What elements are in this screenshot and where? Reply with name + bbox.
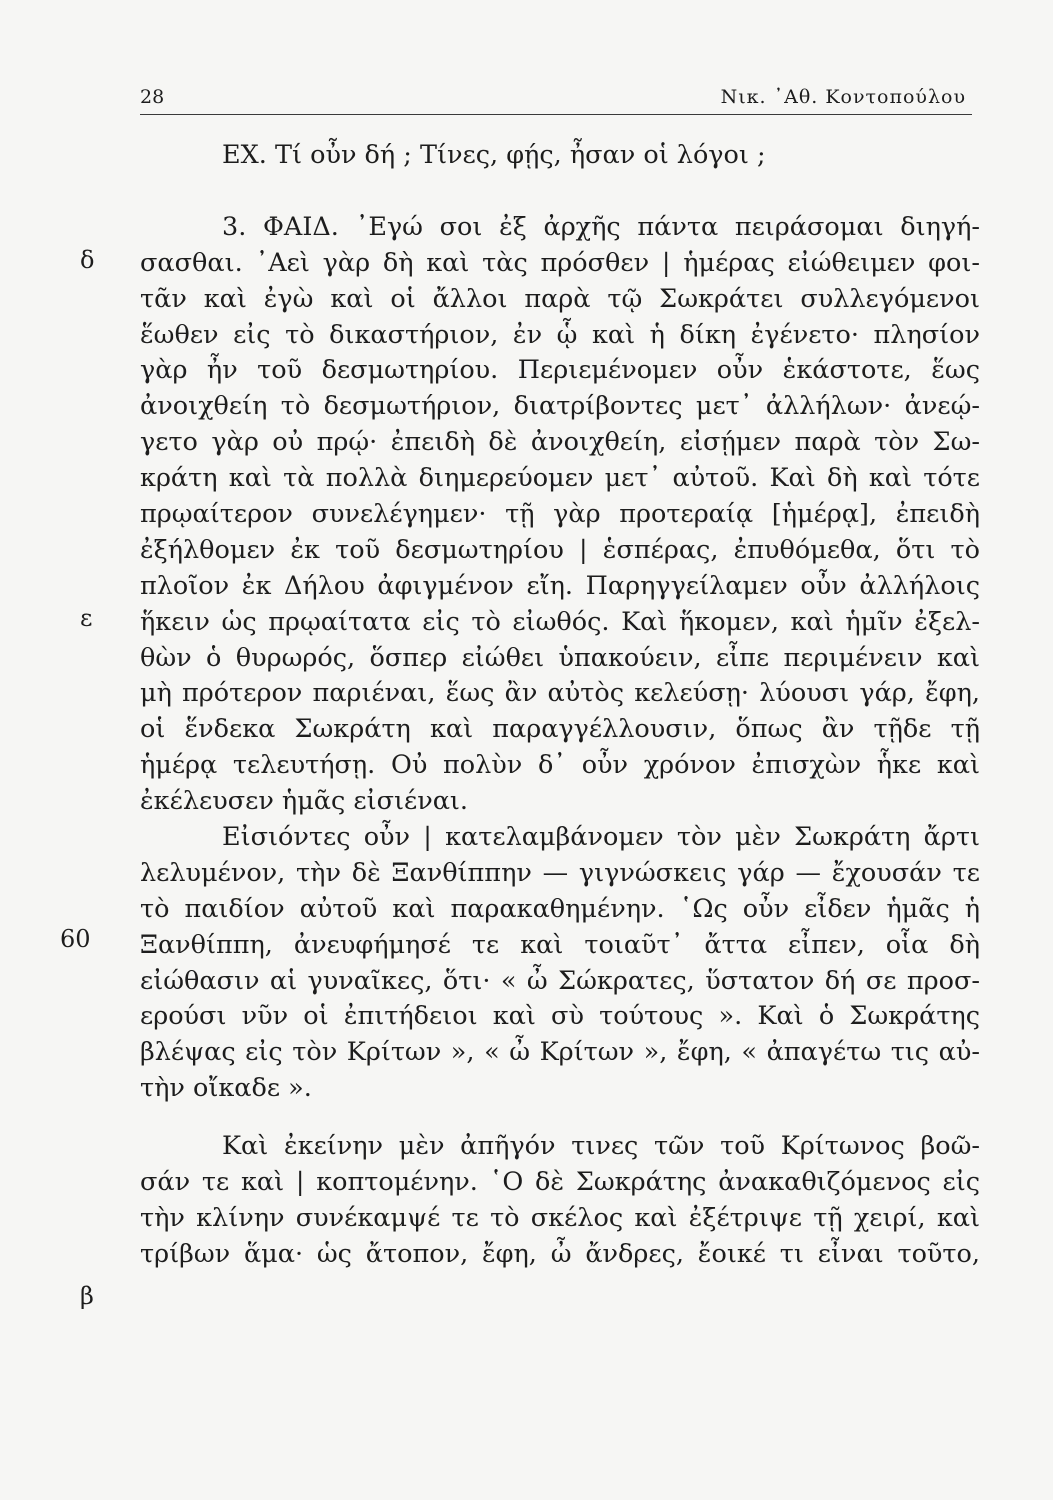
paragraph-ex	[140, 138, 980, 174]
text-line: εἰώθασιν αἱ γυναῖκες, ὅτι· « ὦ Σώκρατες, ὕστατον δή σε προσ-	[140, 965, 980, 996]
paragraph-phaid	[140, 210, 980, 820]
text-line: κράτη καὶ τὰ πολλὰ διημερεύομεν μετ᾽ αὐτοῦ. Καὶ δὴ καὶ τότε	[140, 463, 980, 494]
margin-mark-sixty: 60	[60, 925, 91, 953]
text-line: ἐξήλθομεν ἐκ τοῦ δεσμωτηρίου | ἑσπέρας, ἐπυθόμεθα, ὅτι τὸ	[140, 534, 980, 565]
text-line: ΕΧ. Τί οὖν δή ; Τίνες, φῄς, ἦσαν οἱ λόγοι ;	[222, 140, 766, 170]
text-line: μὴ πρότερον παριέναι, ἕως ἂν αὐτὸς κελεύσῃ· λύουσι γάρ, ἔφη,	[140, 678, 980, 709]
text-line: Εἰσιόντες οὖν | κατελαμβάνομεν τὸν μὲν Σωκράτη ἄρτι	[222, 822, 980, 853]
text-line: 3. ΦΑΙΔ. ᾽Εγώ σοι ἐξ ἀρχῆς πάντα πειράσομαι διηγή-	[222, 211, 980, 242]
text-line: τὸ παιδίον αὐτοῦ καὶ παρακαθημένην. ῾Ως οὖν εἶδεν ἡμᾶς ἡ	[140, 893, 980, 924]
running-header	[140, 84, 972, 115]
text-line: λελυμένον, τὴν δὲ Ξανθίππην — γιγνώσκεις γάρ — ἔχουσάν τε	[140, 857, 980, 888]
text-line: ἀνοιχθείη τὸ δεσμωτήριον, διατρίβοντες μετ᾽ ἀλλήλων· ἀνεῴ-	[140, 391, 980, 422]
text-line: θὼν ὁ θυρωρός, ὅσπερ εἰώθει ὑπακούειν, εἶπε περιμένειν καὶ	[140, 642, 980, 673]
text-line: τὴν κλίνην συνέκαμψέ τε τὸ σκέλος καὶ ἐξέτριψε τῇ χειρί, καὶ	[140, 1202, 980, 1233]
paragraph-eisiontes	[140, 820, 980, 1107]
text-line: βλέψας εἰς τὸν Κρίτων », « ὦ Κρίτων », ἔφη, « ἀπαγέτω τις αὐ-	[140, 1037, 980, 1068]
text-line: σασθαι. ᾽Αεὶ γὰρ δὴ καὶ τὰς πρόσθεν | ἡμέρας εἰώθειμεν φοι-	[140, 247, 980, 278]
text-line: σάν τε καὶ | κοπτομένην. ῾Ο δὲ Σωκράτης ἀνακαθιζόμενος εἰς	[140, 1167, 980, 1198]
text-line: τρίβων ἅμα· ὡς ἄτοπον, ἔφη, ὦ ἄνδρες, ἔοικέ τι εἶναι τοῦτο,	[140, 1238, 980, 1269]
text-line: ἐκέλευσεν ἡμᾶς εἰσιέναι.	[140, 786, 469, 817]
page-number: 28	[140, 86, 165, 108]
margin-mark-epsilon: ε	[80, 604, 93, 632]
text-line: Ξανθίππη, ἀνευφήμησέ τε καὶ τοιαῦτ᾽ ἄττα εἶπεν, οἷα δὴ	[140, 929, 980, 960]
text-line: γετο γὰρ οὐ πρῴ· ἐπειδὴ δὲ ἀνοιχθείη, εἰσῄμεν παρὰ τὸν Σω-	[140, 427, 980, 458]
margin-mark-beta: β	[80, 1282, 94, 1310]
text-line: ἕωθεν εἰς τὸ δικαστήριον, ἐν ᾧ καὶ ἡ δίκη ἐγένετο· πλησίον	[140, 319, 980, 350]
text-line: οἱ ἕνδεκα Σωκράτη καὶ παραγγέλλουσιν, ὅπως ἂν τῇδε τῇ	[140, 714, 980, 745]
margin-mark-delta: δ	[80, 246, 95, 274]
text-line: Καὶ ἐκείνην μὲν ἀπῆγόν τινες τῶν τοῦ Κρίτωνος βοῶ-	[222, 1131, 980, 1162]
text-line: τὴν οἴκαδε ».	[140, 1073, 312, 1104]
text-line: πλοῖον ἐκ Δήλου ἀφιγμένον εἴη. Παρηγγείλαμεν οὖν ἀλλήλοις	[140, 570, 980, 601]
running-title: Νικ. ᾽Αθ. Κοντοπούλου	[720, 86, 966, 108]
text-line: πρῳαίτερον συνελέγημεν· τῇ γὰρ προτεραίᾳ [ἡμέρᾳ], ἐπειδὴ	[140, 499, 980, 530]
paragraph-ekeinen	[140, 1129, 980, 1273]
text-line: ἥκειν ὡς πρῳαίτατα εἰς τὸ εἰωθός. Καὶ ἥκομεν, καὶ ἡμῖν ἐξελ-	[140, 606, 980, 637]
text-line: ερούσι νῦν οἱ ἐπιτήδειοι καὶ σὺ τούτους ». Καὶ ὁ Σωκράτης	[140, 1001, 980, 1032]
main-text	[140, 138, 980, 1273]
text-line: ἡμέρᾳ τελευτήσῃ. Οὐ πολὺν δ᾽ οὖν χρόνον ἐπισχὼν ἧκε καὶ	[140, 750, 980, 781]
text-line: τᾶν καὶ ἐγὼ καὶ οἱ ἄλλοι παρὰ τῷ Σωκράτει συλλεγόμενοι	[140, 283, 980, 314]
text-line: γὰρ ἦν τοῦ δεσμωτηρίου. Περιεμένομεν οὖν ἑκάστοτε, ἕως	[140, 355, 980, 386]
